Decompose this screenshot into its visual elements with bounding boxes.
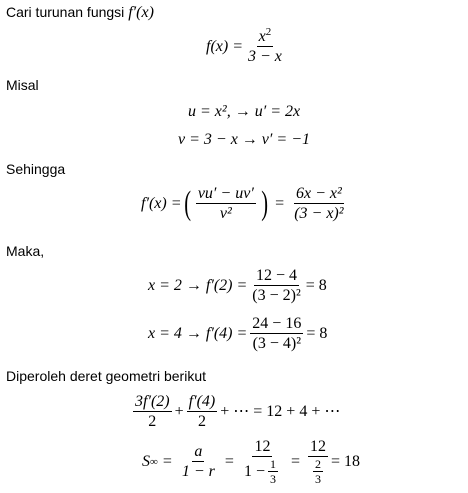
fraction-12-over-two-thirds: $\frac{12}{\frac{2}{3}}$ [310,438,326,486]
fraction-x4: $\frac{24 - 16}{\text{(3 − 4)²}}$ [252,315,302,352]
heading-sehingga: Sehingga [6,161,66,177]
heading-maka: Maka, [6,243,45,259]
equation-function: f(x) = $\frac{x^2}{3 - x}$ [206,25,282,65]
equation-u: u = x², → u′ = 2x [188,103,301,120]
heading-misal: Misal [6,77,39,93]
fraction-quotient-rule: $\frac{vu' - uv'}{\text{v²}}$ [197,185,254,222]
fraction-x2: $\frac{12 - 4}{\text{(3 − 2)²}}$ [252,267,301,304]
right-paren: ) [261,184,268,222]
equation-x2: x = 2 → f′(2) = $\frac{12 - 4}{\text{(3 − 2)²}}$ = 8 [148,267,327,304]
heading-geometric-series: Diperoleh deret geometri berikut [6,368,206,384]
equation-v: v = 3 − x → v′ = −1 [178,131,310,148]
equation-series: $\frac{3f'(2)}{2}$ + $\frac{f'(4)}{2}$ + ⋯ = 12 + 4 + ⋯ [135,393,341,430]
left-paren: ( [183,184,191,222]
fraction-one-third: $\frac{1}{3}$ [269,457,276,486]
equation-infinite-sum: S ∞ = $\frac{a}{1 - r}$ = 12 1 − $\frac{1}{3}$ = $\frac{12}{\frac{2}{3}}$ = 18 [142,438,361,486]
fraction-term2: $\frac{f'(4)}{2}$ [188,393,216,430]
equation-derivative: f′(x) = ( $\frac{vu' - uv'}{\text{v²}}$ ) = $\frac{\text{6x − x²}}{\text{(3 − x)²}}$ [141,184,344,222]
fraction-a-over-1-minus-r: $\frac{a}{1 - r}$ [181,443,215,480]
fraction-term1: $\frac{3f'(2)}{2}$ [135,393,170,430]
fraction-function: $\frac{x^2}{3 - x}$ [248,25,282,65]
heading-find-derivative: Cari turunan fungsi f′(x) [6,4,154,21]
equation-x4: x = 4 → f′(4) = $\frac{24 - 16}{\text{(3 − 4)²}}$ = 8 [148,315,328,352]
fraction-12-over-1-minus-third: 12 1 − $\frac{1}{3}$ [243,438,276,486]
fraction-derivative-result: $\frac{\text{6x − x²}}{\text{(3 − x)²}}$ [294,185,344,222]
fraction-two-thirds: $\frac{2}{3}$ [315,457,321,486]
